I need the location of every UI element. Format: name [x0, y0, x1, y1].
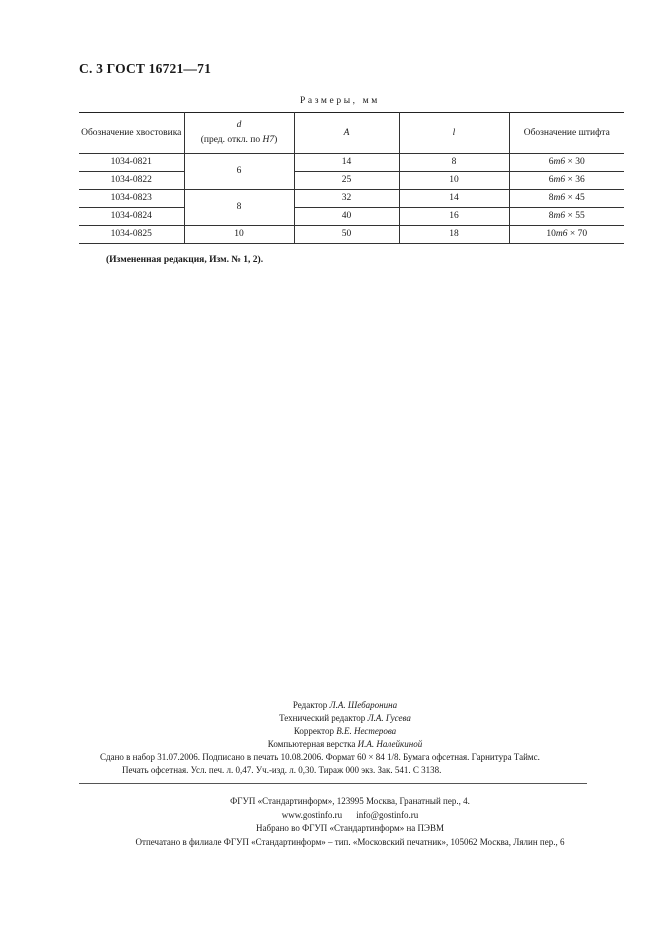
dimensions-table	[79, 112, 624, 244]
pin-fit: m6	[553, 157, 566, 167]
page-header: С. 3 ГОСТ 16721—71	[79, 61, 212, 76]
table-caption: Размеры, мм	[300, 96, 380, 106]
publisher-info	[60, 795, 640, 849]
column-header-shank: Обозначение хвостовика	[79, 113, 184, 154]
l-cell: 10	[399, 172, 509, 190]
print-imprint	[100, 751, 600, 777]
l-cell: 8	[399, 154, 509, 172]
A-cell: 50	[294, 226, 399, 244]
A-cell: 40	[294, 208, 399, 226]
column-header-A: A	[294, 113, 399, 154]
pin-number: 8	[548, 211, 554, 221]
d-note-prefix: (пред. откл. по	[200, 135, 261, 145]
imprint-line-1: Сдано в набор 31.07.2006. Подписано в печать 10.08.2006. Формат 60 × 84 1/8. Бумага офсетная. Гарнитура Таймс.	[100, 752, 540, 762]
publisher-email[interactable]: info@gostinfo.ru	[356, 809, 419, 820]
A-cell: 32	[294, 190, 399, 208]
credit-tech-editor: Технический редактор Л.А. Гусева	[279, 713, 411, 724]
d-note-suffix: )	[274, 135, 278, 145]
shank-cell: 1034-0825	[79, 226, 184, 244]
d-cell: 6	[184, 154, 294, 190]
d-cell: 8	[184, 190, 294, 226]
typesetting-note: Набрано во ФГУП «Стандартинформ» на ПЭВМ	[256, 823, 444, 833]
l-cell: 18	[399, 226, 509, 244]
pin-fit: m6	[555, 229, 568, 239]
table-row	[79, 190, 624, 208]
credit-layout: Компьютерная верстка И.А. Налейкиной	[267, 739, 423, 750]
publisher-website[interactable]: www.gostinfo.ru	[281, 809, 343, 820]
pin-number: 8	[548, 193, 554, 203]
credit-editor: Редактор Л.А. Шебаронина	[292, 700, 398, 710]
l-cell: 14	[399, 190, 509, 208]
shank-cell: 1034-0821	[79, 154, 184, 172]
table-row	[79, 154, 624, 172]
pin-cell	[509, 190, 624, 208]
column-header-l: l	[399, 113, 509, 154]
pin-number: 10	[546, 229, 556, 239]
table-row	[79, 208, 624, 226]
column-header-d	[184, 113, 294, 154]
imprint-line-2: Печать офсетная. Усл. печ. л. 0,47. Уч.-изд. л. 0,30. Тираж 000 экз. Зак. 541. С 3138.	[122, 765, 442, 776]
pin-number: 6	[548, 175, 554, 185]
pin-length: × 70	[569, 229, 588, 239]
footer-divider	[79, 783, 587, 784]
table-row	[79, 226, 624, 244]
table-row	[79, 172, 624, 190]
d-cell: 10	[184, 226, 294, 244]
pin-cell	[509, 208, 624, 226]
shank-cell: 1034-0823	[79, 190, 184, 208]
column-header-pin: Обозначение штифта	[509, 113, 624, 154]
table-header-row	[79, 113, 624, 154]
pin-number: 6	[548, 157, 554, 167]
pin-fit: m6	[553, 175, 566, 185]
pin-length: × 30	[567, 157, 585, 167]
d-note-tolerance: H7	[262, 135, 275, 145]
pin-cell	[509, 172, 624, 190]
shank-cell: 1034-0822	[79, 172, 184, 190]
publisher-address: ФГУП «Стандартинформ», 123995 Москва, Гранатный пер., 4.	[230, 796, 470, 806]
printing-note: Отпечатано в филиале ФГУП «Стандартинформ» – тип. «Московский печатник», 105062 Москва, Лялин пер., 6	[135, 836, 565, 847]
A-cell: 25	[294, 172, 399, 190]
l-cell: 16	[399, 208, 509, 226]
pin-cell	[509, 226, 624, 244]
d-symbol: d	[236, 120, 242, 131]
amendment-note: (Измененная редакция, Изм. № 1, 2).	[106, 255, 264, 265]
editorial-credits	[230, 699, 460, 751]
shank-cell: 1034-0824	[79, 208, 184, 226]
pin-fit: m6	[553, 193, 566, 203]
A-cell: 14	[294, 154, 399, 172]
credit-corrector: Корректор В.Е. Нестерова	[293, 726, 397, 737]
pin-length: × 55	[567, 211, 585, 221]
pin-length: × 36	[567, 175, 585, 185]
pin-length: × 45	[567, 193, 585, 203]
publisher-contacts	[60, 809, 640, 823]
pin-cell	[509, 154, 624, 172]
pin-fit: m6	[553, 211, 566, 221]
